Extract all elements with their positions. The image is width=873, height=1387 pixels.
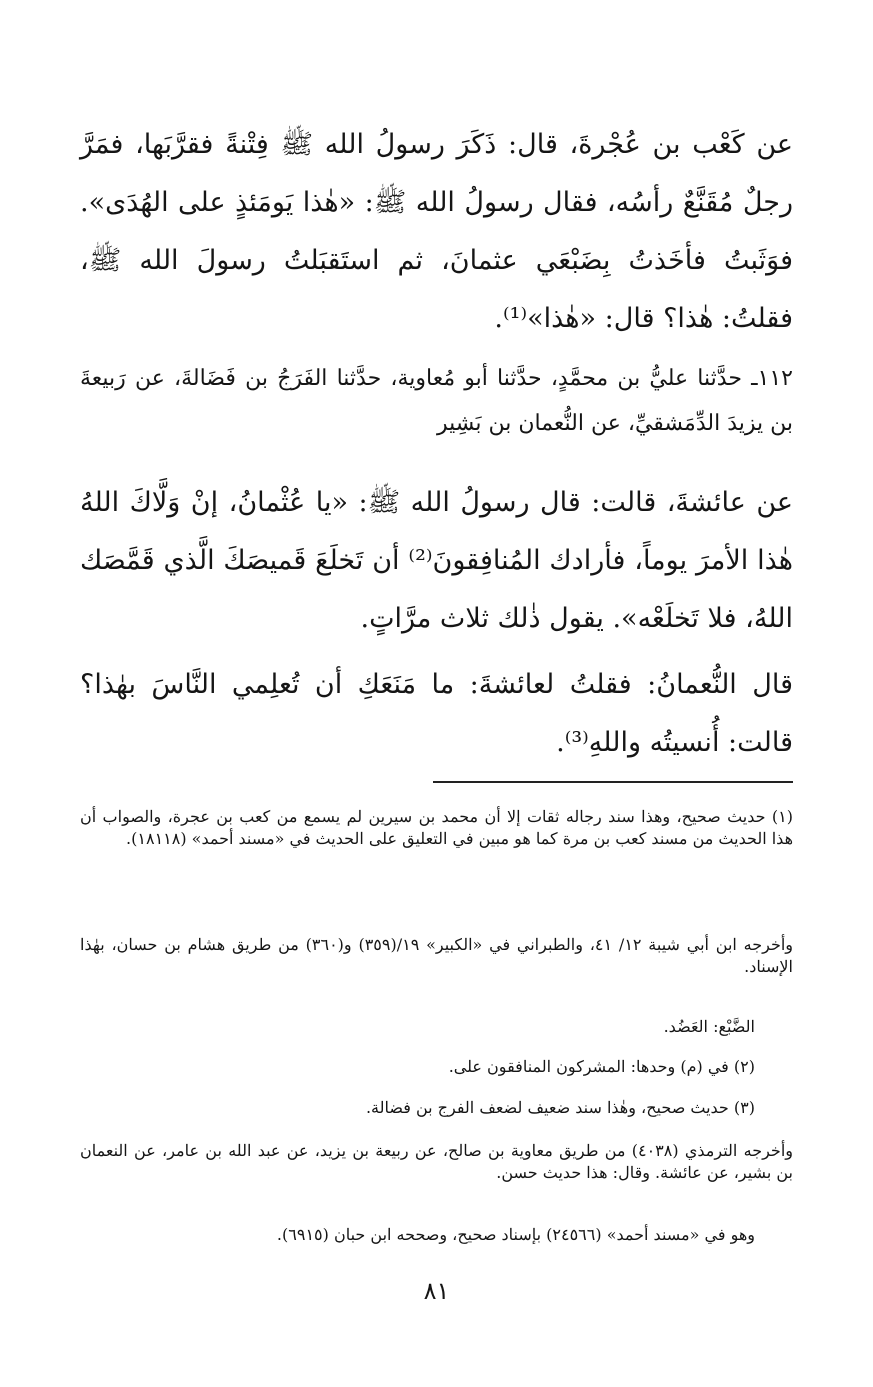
footnote-1: (١) حديث صحيح، وهذا سند رجاله ثقات إلا أن محمد بن سيرين لم يسمع من كعب بن عجرة، والصواب أن هذا الحديث من مسند كعب بن مرة كما هو مبين في التعليق على الحديث في «مسند أحمد» (١٨١١٨). xyxy=(80,807,794,848)
footnote-1-gloss: الضَّبْع: العَضُد. xyxy=(663,1017,755,1036)
hadith-text-3: قال النُّعمانُ: فقلتُ لعائشةَ: ما مَنَعَكِ أن تُعلِمي النَّاسَ بهٰذا؟ قالت: أُنسيتُه واللهِ⁽³⁾. xyxy=(80,669,793,758)
page-number: ٨١ xyxy=(423,1277,450,1305)
footnote-1-continuation: وأخرجه ابن أبي شيبة ١٢/ ٤١، والطبراني في «الكبير» ١٩/(٣٥٩) و(٣٦٠) من طريق هشام بن حسان، بهٰذا الإسناد. xyxy=(80,935,794,976)
hadith-text-2: عن عائشةَ، قالت: قال رسولُ الله ﷺ: «يا عُثْمانُ، إنْ وَلَّاكَ اللهُ هٰذا الأمرَ يوماً، فأرادك المُنافِقونَ⁽²⁾ أن تَخلَعَ قَميصَكَ الَّذي قَمَّصَك اللهُ، فلا تَخلَعْه». يقول ذٰلك ثلاث مرَّاتٍ. xyxy=(80,487,793,634)
hadith-chain-112: ١١٢ـ حدَّثنا عليُّ بن محمَّدٍ، حدَّثنا أبو مُعاوية، حدَّثنا الفَرَجُ بن فَضَالةَ، عن رَبيعةَ بن يزيدَ الدِّمَشقيِّ، عن النُّعمان بن بَشِير xyxy=(80,366,793,436)
footnote-3-continuation: وأخرجه الترمذي (٤٠٣٨) من طريق معاوية بن صالح، عن ربيعة بن يزيد، عن عبد الله بن عامر، عن النعمان بن بشير، عن عائشة. وقال: هذا حديث حسن. xyxy=(80,1141,793,1182)
footnote-3: (٣) حديث صحيح، وهٰذا سند ضعيف لضعف الفرج بن فضالة. xyxy=(365,1098,755,1117)
footnote-divider xyxy=(433,781,793,783)
footnote-3-reference: وهو في «مسند أحمد» (٢٤٥٦٦) بإسناد صحيح، وصححه ابن حبان (٦٩١٥). xyxy=(276,1225,755,1244)
hadith-text-1: عن كَعْب بن عُجْرةَ، قال: ذَكَرَ رسولُ الله ﷺ فِتْنةً فقرَّبَها، فمَرَّ رجلٌ مُقَنَّعٌ رأسُه، فقال رسولُ الله ﷺ: «هٰذا يَومَئذٍ على الهُدَى». فوَثَبتُ فأخَذتُ بِضَبْعَي عثمانَ، ثم استَقبَلتُ رسولَ الله ﷺ، فقلتُ: هٰذا؟ قال: «هٰذا»⁽¹⁾. xyxy=(80,129,793,334)
footnote-2: (٢) في (م) وحدها: المشركون المنافقون على. xyxy=(448,1057,755,1076)
